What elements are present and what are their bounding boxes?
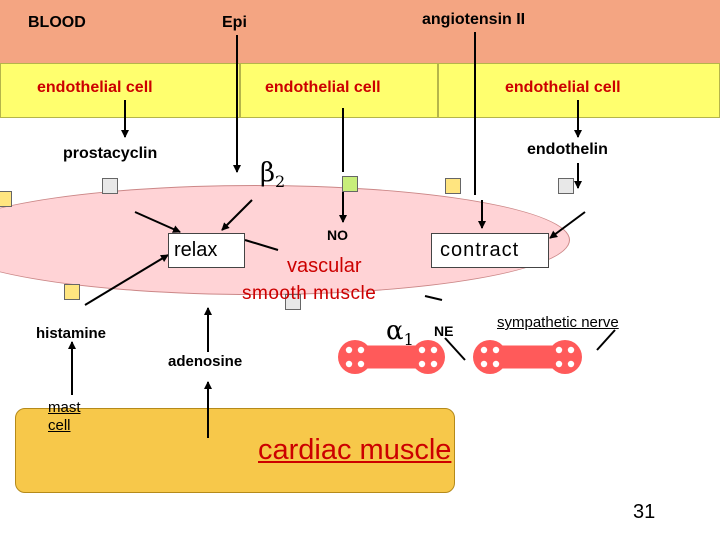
alpha-symbol: α [386,316,404,346]
endothelin-label: endothelin [527,141,608,158]
histamine-relax-arrow [85,255,168,305]
beta-subscript: 2 [275,172,286,192]
cardiac-muscle-label: cardiac muscle [258,434,452,466]
smooth-muscle-label: smooth muscle [242,283,377,304]
histamine-label: histamine [36,325,107,342]
epi-label: Epi [222,14,247,31]
no-relax-line [245,240,278,250]
angiotensin-label: angiotensin II [422,11,526,28]
contract-label: contract [440,239,520,261]
no-label: NO [327,227,348,243]
angiotensin-receptor-square [445,178,461,194]
endothelial-cell-label-2: endothelial cell [265,79,381,96]
histamine-receptor-square [64,284,80,300]
relax-box [168,233,245,268]
prostacyclin-receptor-square [102,178,118,194]
mast-cell-label-line1: mast [48,399,81,416]
beta2-receptor-label [260,160,285,190]
alpha1-receptor-label [386,318,414,348]
relax-label: relax [174,239,218,261]
ne-label: NE [434,323,454,339]
edge-receptor-square [0,191,12,207]
endothelial-cell-label-1: endothelial cell [37,79,153,96]
alpha-subscript: 1 [403,330,414,350]
endothelial-cell-label-3: endothelial cell [505,79,621,96]
blood-label: BLOOD [28,14,86,31]
alpha1-pointer [425,296,442,300]
beta2-relax-arrow [222,200,252,230]
nerve-receptor-chain [473,340,582,374]
mast-cell-label-line2: cell [48,417,71,434]
sympathetic-nerve-line [597,330,615,350]
contract-box [431,233,549,268]
prostacyclin-label: prostacyclin [63,145,158,162]
prostacyclin-relax-arrow [135,212,180,232]
page-number: 31 [633,501,656,523]
vascular-label: vascular [287,255,362,277]
sympathetic-nerve-label: sympathetic nerve [497,314,619,331]
ne-line-to-receptor [445,338,465,360]
endothelin-receptor-square [558,178,574,194]
beta-symbol: β [260,158,276,188]
endothelin-contract-arrow [550,212,585,238]
adenosine-label: adenosine [168,353,243,370]
smooth-muscle-label-box [240,281,418,305]
no-receptor-square [342,176,358,192]
